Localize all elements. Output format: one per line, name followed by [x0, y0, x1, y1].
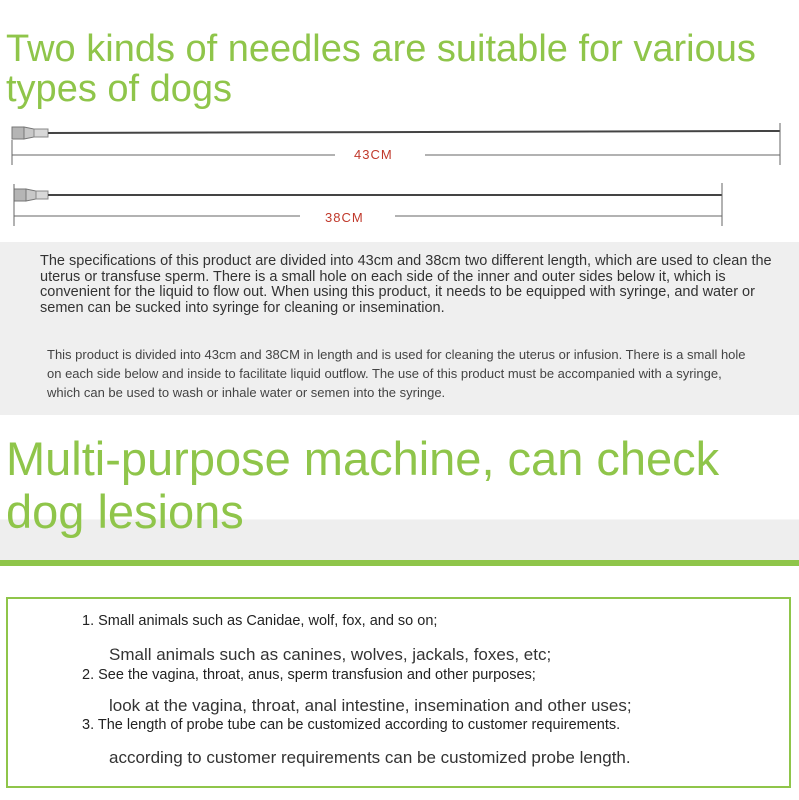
needle-38cm-hub	[14, 189, 26, 201]
needle-38cm-ferrule	[36, 191, 48, 199]
dimension-38cm	[14, 183, 722, 226]
description-main: The specifications of this product are divided into 43cm and 38cm two different length, which are used to clean the uterus or transfuse sperm. There is a small hole on each side of the inner and outer sides below it, which is convenient for the liquid to flow out. When using this product, it needs to be equipped with syringe, and water or semen can be sucked into syringe for cleaning or insemination.	[40, 253, 772, 316]
feature-item-2: 2. See the vagina, throat, anus, sperm transfusion and other purposes;	[82, 667, 536, 683]
needle-43cm-hub	[12, 127, 24, 139]
needle-diagram	[0, 118, 799, 238]
needle-43cm	[12, 127, 780, 139]
needle-43cm-shaft	[48, 131, 780, 133]
needle-38cm	[14, 189, 722, 201]
green-divider	[0, 560, 799, 566]
feature-box	[6, 597, 791, 788]
needle-43cm-ferrule	[34, 129, 48, 137]
feature-item-2-alt: look at the vagina, throat, anal intestine, insemination and other uses;	[109, 696, 632, 715]
needle-43cm-collar	[24, 127, 34, 139]
needle-diagram-svg	[0, 118, 799, 238]
headline-multipurpose: Multi-purpose machine, can check dog lesions	[6, 432, 720, 538]
description-alternate: This product is divided into 43cm and 38CM in length and is used for cleaning the uterus or infusion. There is a small hole on each side below and inside to facilitate liquid outflow. The use of this product must be accompanied with a syringe, which can be used to wash or inhale water or semen into the syringe.	[47, 347, 746, 400]
feature-item-1-alt: Small animals such as canines, wolves, jackals, foxes, etc;	[109, 645, 552, 664]
headline-needle-types: Two kinds of needles are suitable for various types of dogs	[6, 28, 756, 110]
dimension-43cm	[12, 123, 780, 165]
feature-item-1: 1. Small animals such as Canidae, wolf, fox, and so on;	[82, 613, 438, 629]
description-panel	[0, 242, 799, 415]
feature-item-3: 3. The length of probe tube can be customized according to customer requirements.	[82, 717, 621, 733]
needle-43cm-label: 43CM	[354, 147, 393, 162]
feature-item-3-alt: according to customer requirements can be customized probe length.	[109, 748, 631, 767]
needle-38cm-label: 38CM	[325, 210, 364, 225]
needle-38cm-collar	[26, 189, 36, 201]
